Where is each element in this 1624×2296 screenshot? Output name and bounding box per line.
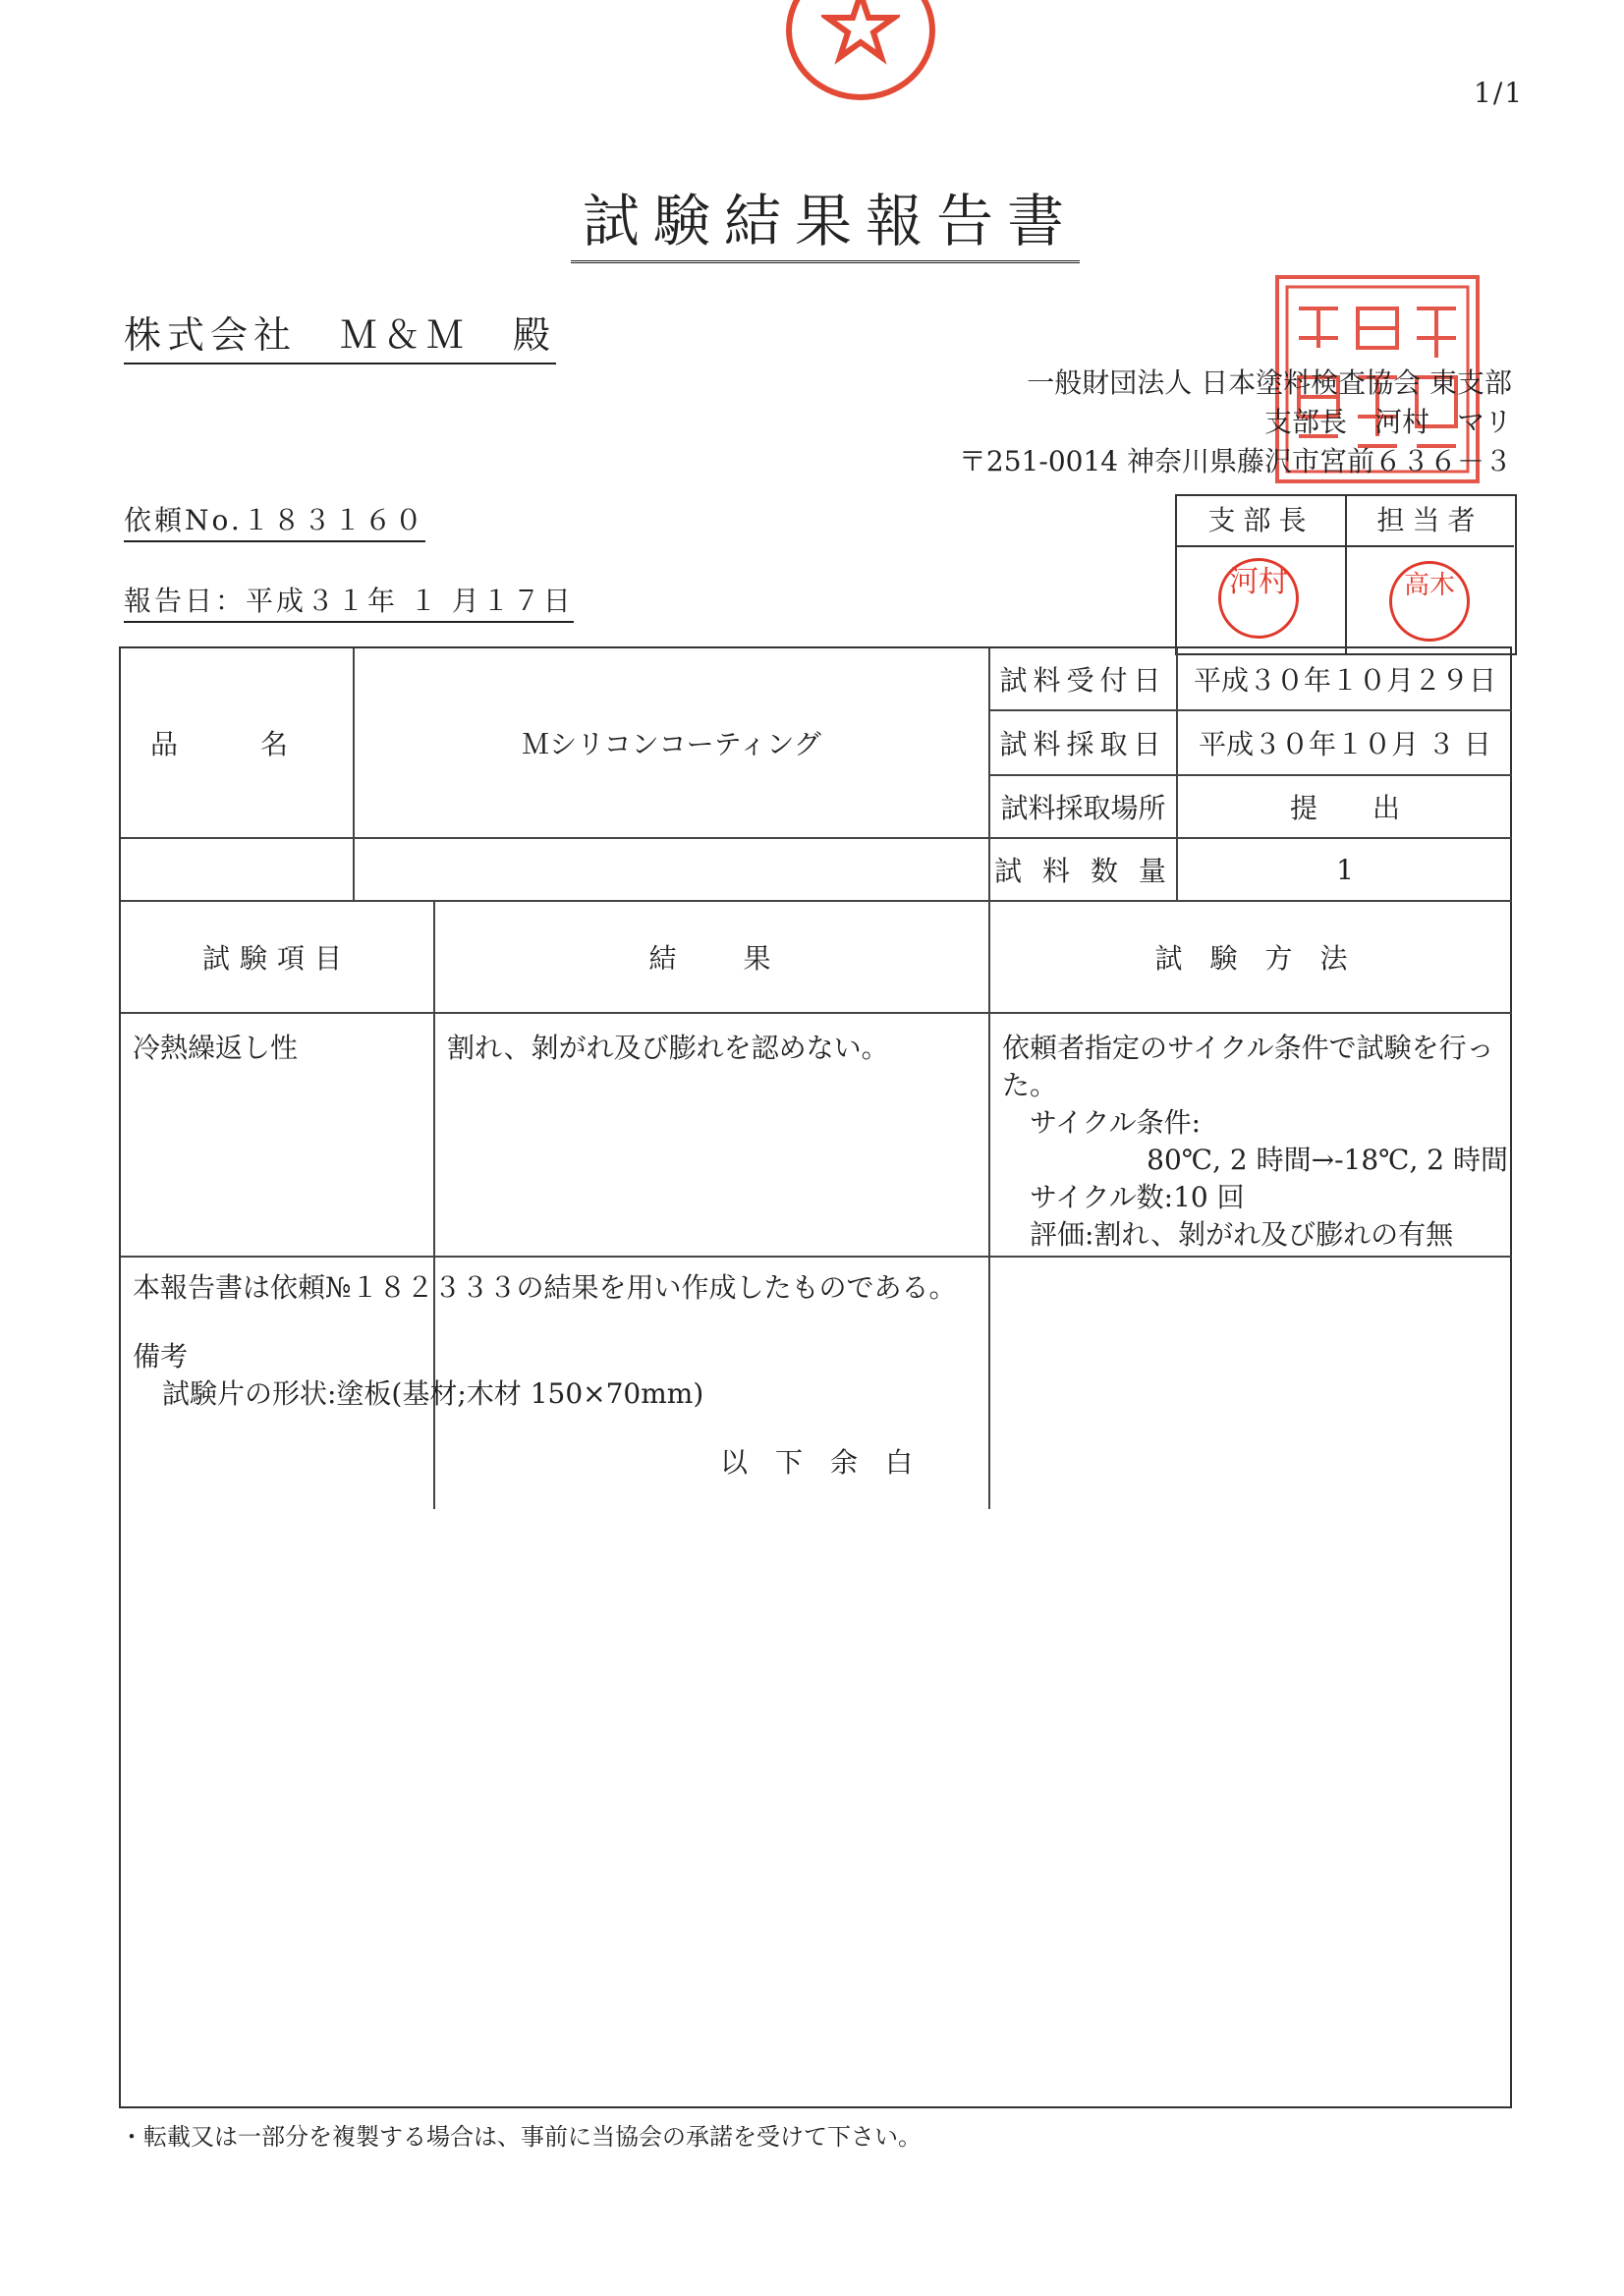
title-text: 試験結果報告書 (571, 188, 1080, 263)
result-row-result: 割れ、剝がれ及び膨れを認めない。 (447, 1032, 889, 1064)
received-date-value: 平成３０年１０月２９日 (1193, 664, 1496, 697)
approval-stamp-staff-text: 高木 (1403, 571, 1455, 600)
sample-quantity-value: 1 (1336, 853, 1354, 886)
sample-quantity-label: 試 料 数 量 (994, 855, 1172, 887)
sample-place-label: 試料採取場所 (1000, 792, 1166, 824)
approval-box (1175, 494, 1517, 655)
remarks-label: 備考 (133, 1340, 189, 1372)
approval-stamp-head-text: 河村 (1229, 565, 1288, 599)
result-row-method (1002, 1030, 1508, 1254)
report-note: 本報告書は依頼№１８２３３３の結果を用い作成したものである。 (133, 1271, 957, 1304)
result-row-item: 冷熱繰返し性 (133, 1032, 299, 1064)
issuer-address: 〒251-0014 神奈川県藤沢市宮前６３６－３ (958, 445, 1512, 477)
method-line: た。 (1002, 1069, 1058, 1101)
header-test-method: 試 験 方 法 (1154, 942, 1348, 975)
header-result: 結 果 (648, 942, 775, 975)
sampled-date-value: 平成３０年１０月 ３ 日 (1199, 728, 1491, 760)
footer-notice: ・転載又は一部分を複製する場合は、事前に当協会の承諾を受けて下さい。 (120, 2123, 922, 2151)
issuer-organization: 一般財団法人 日本塗料検査協会 東支部 (1027, 366, 1512, 399)
recipient: 株式会社 Ｍ＆Ｍ 殿 (124, 305, 556, 364)
header-test-item: 試験項目 (201, 942, 352, 975)
method-line: 80℃, 2 時間→-18℃, 2 時間 (1147, 1144, 1508, 1176)
issuer-head: 支部長 河村 マリ (1263, 406, 1512, 438)
remarks-line: 試験片の形状:塗板(基材;木材 150×70mm) (162, 1377, 704, 1410)
sample-name-value: Ｍシリコンコーティング (522, 728, 821, 760)
method-line: サイクル数:10 回 (1030, 1181, 1245, 1213)
method-line: 依頼者指定のサイクル条件で試験を行っ (1002, 1032, 1494, 1064)
end-mark: 以 下 余 白 (719, 1446, 913, 1479)
approval-stamp-head (1218, 558, 1299, 639)
sample-place-value: 提 出 (1289, 792, 1400, 824)
approval-header-staff: 担当者 (1346, 496, 1514, 547)
approval-header-head: 支部長 (1177, 496, 1347, 547)
seal-star-icon (821, 0, 900, 65)
method-line: サイクル条件: (1030, 1106, 1202, 1139)
report-date: 報告日：平成３１年 １ 月１７日 (124, 580, 574, 623)
top-seal-stamp (786, 0, 935, 100)
page-title (0, 175, 1624, 257)
sampled-date-label: 試料採取日 (999, 728, 1167, 760)
sample-name-label: 品 名 (150, 728, 289, 760)
approval-stamp-staff (1389, 561, 1470, 642)
received-date-label: 試料受付日 (999, 664, 1167, 697)
page-number: 1/1 (1474, 77, 1525, 109)
request-number: 依頼No.１８３１６０ (124, 499, 425, 542)
method-line: 評価:割れ、剝がれ及び膨れの有無 (1030, 1218, 1454, 1251)
report-frame (119, 646, 1512, 2108)
